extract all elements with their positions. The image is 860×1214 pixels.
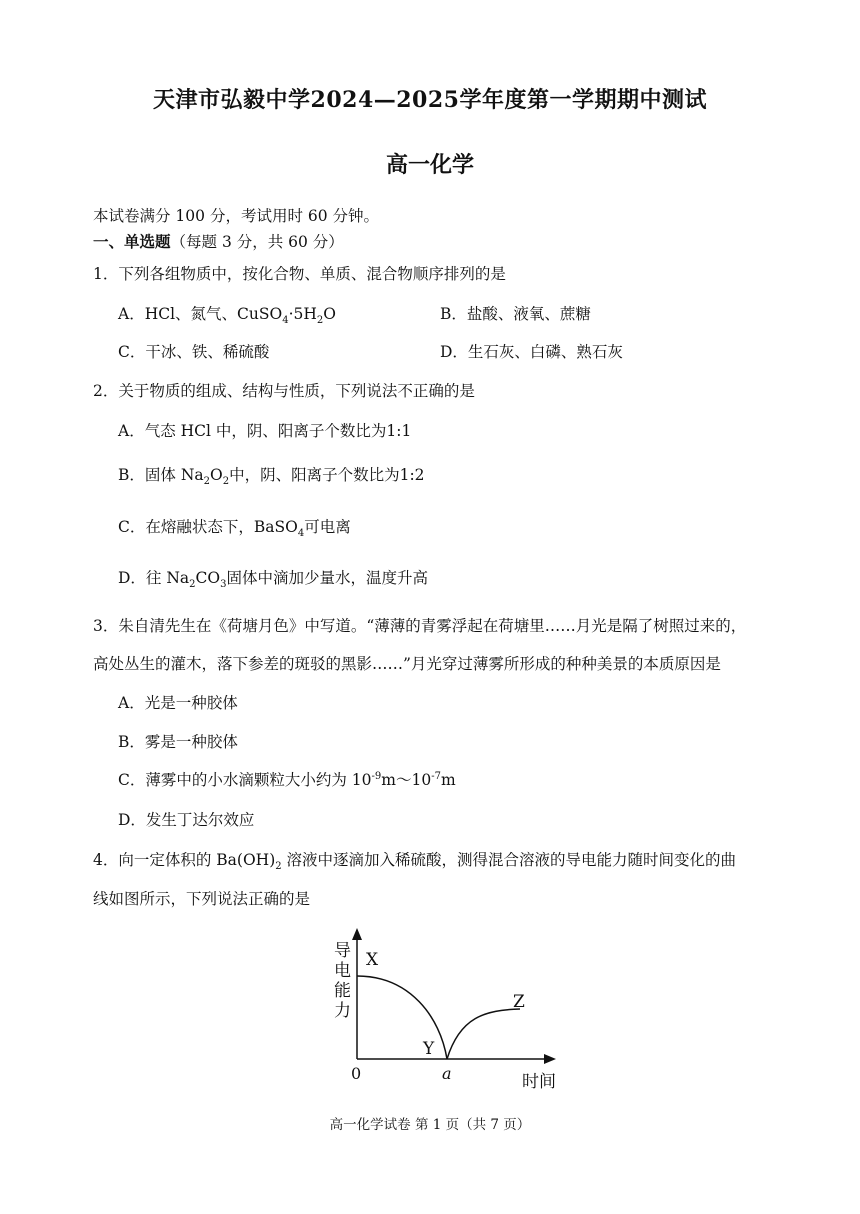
q4-stem-line2: 线如图所示，下列说法正确的是	[93, 890, 311, 908]
section-label: 一、单选题	[93, 232, 171, 251]
q1-option-a: A．HCl、氮气、$CuSO_4\cdot 5H_2O$	[118, 305, 336, 327]
q1-stem: 1．下列各组物质中，按化合物、单质、混合物顺序排列的是	[93, 265, 506, 283]
q3-option-a: A．光是一种胶体	[118, 694, 238, 712]
x-axis-arrow	[544, 1054, 556, 1064]
section-note: （每题 3 分，共 60 分）	[170, 233, 344, 251]
page-subtitle: 高一化学	[385, 152, 474, 178]
point-label-z: Z	[513, 992, 525, 1012]
q3-stem-line2: 高处丛生的灌木，落下参差的斑驳的黑影……”月光穿过薄雾所形成的种种美景的本质原因是	[93, 655, 721, 673]
y-label-char-4: 力	[334, 1001, 351, 1021]
x-mark-label: a	[442, 1064, 452, 1083]
q1-option-c: C．干冰、铁、稀硫酸	[118, 343, 270, 361]
conductivity-chart	[320, 922, 580, 1092]
page-title: 天津市弘毅中学2024—2025学年度第一学期期中测试	[153, 87, 707, 113]
curve-y-to-z	[447, 1009, 520, 1059]
q3-stem-line1: 3．朱自清先生在《荷塘月色》中写道。“薄薄的青雾浮起在荷塘里……月光是隔了树照过来的，	[93, 617, 747, 635]
y-label-char-3: 能	[334, 981, 351, 1001]
section-heading	[93, 230, 344, 252]
y-label-char-1: 导	[334, 941, 351, 961]
q1-option-b: B．盐酸、液氧、蔗糖	[440, 305, 591, 323]
y-axis-arrow	[352, 928, 362, 940]
origin-label: 0	[351, 1064, 362, 1083]
q3-option-c: C．薄雾中的小水滴颗粒大小约为 $10^{-9}m\sim 10^{-7}m$	[118, 770, 456, 789]
q2-option-a: A．气态 HCl 中，阴、阳离子个数比为1:1	[118, 422, 412, 440]
q1-option-d: D．生石灰、白磷、熟石灰	[440, 343, 623, 361]
x-axis-label: 时间	[522, 1072, 556, 1092]
point-label-x: X	[366, 950, 379, 970]
q4-stem-line1: 4．向一定体积的 $Ba(OH)_2$ 溶液中逐滴加入稀硫酸，测得混合溶液的导电能力随时间变化的曲	[93, 851, 737, 873]
y-label-char-2: 电	[334, 961, 351, 981]
q2-option-b: B．固体 $Na_2O_2$中，阴、阳离子个数比为1:2	[118, 466, 425, 488]
intro-text: 本试卷满分 100 分，考试用时 60 分钟。	[93, 207, 380, 225]
page-footer: 高一化学试卷 第 1 页（共 7 页）	[329, 1117, 531, 1133]
q3-option-b: B．雾是一种胶体	[118, 733, 238, 751]
q2-option-d: D．往 $Na_2CO_3$固体中滴加少量水，温度升高	[118, 569, 429, 591]
point-label-y: Y	[423, 1039, 435, 1059]
q3-option-d: D．发生丁达尔效应	[118, 811, 255, 829]
q2-option-c: C．在熔融状态下，BaSO$_4$可电离	[118, 518, 351, 540]
q2-stem: 2．关于物质的组成、结构与性质，下列说法不正确的是	[93, 382, 475, 400]
